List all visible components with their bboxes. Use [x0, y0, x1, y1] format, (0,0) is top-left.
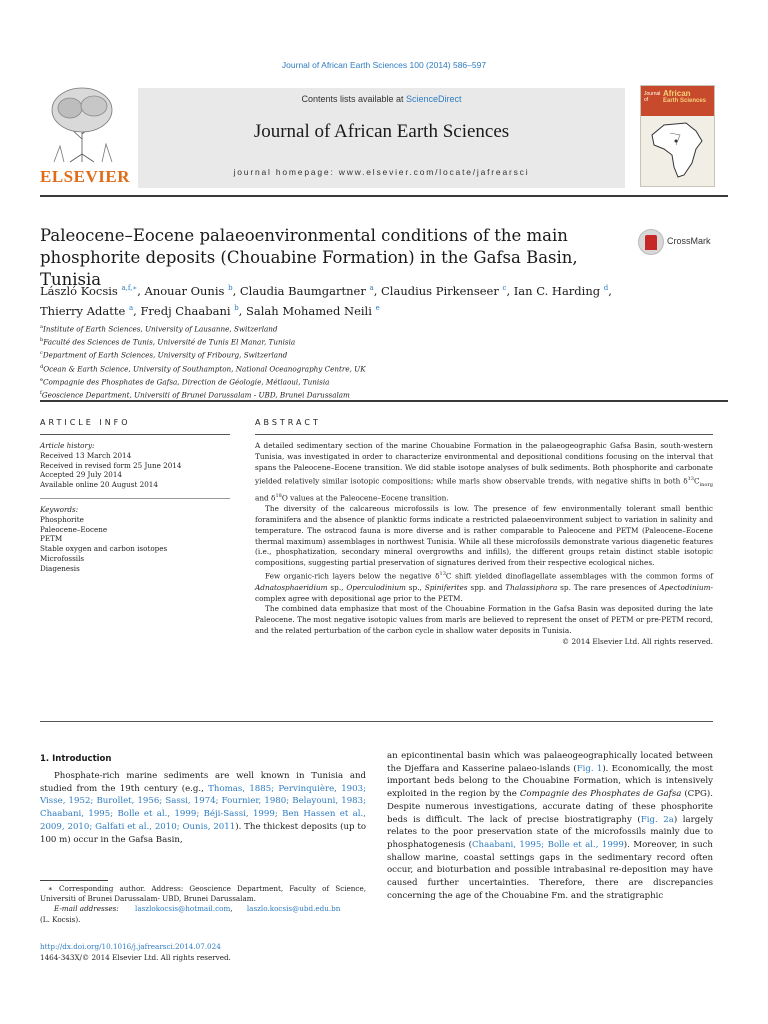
email-owner: (L. Kocsis). — [40, 914, 81, 924]
affiliation: $^a$Institute of Earth Sciences, University of Lausanne, Switzerland — [40, 324, 278, 334]
footnote — [40, 884, 366, 925]
figure-link[interactable]: Fig. 2a — [640, 814, 674, 825]
journal-masthead — [138, 88, 625, 188]
affiliation: $^e$Compagnie des Phosphates de Gafsa, Direction de Géologie, Métlaoui, Tunisia — [40, 376, 330, 387]
body-column-left — [40, 770, 366, 846]
history-item: Accepted 29 July 2014 — [40, 470, 122, 480]
article-info — [40, 441, 230, 574]
body-paragraph: an epicontinental basin which was palaeogeographically located between the Djeffara and Kasserine palaeo-islands (Fig. 1). Economically, the most important beds belong to the Chouabine Formation, which is intensively exploited in the region by the Compagnie des Phosphates de Gafsa (CPG). Despite numerous investigations, accurate dating of these phosphorite beds is difficult. The lack of precise biostratigraphy (Fig. 2a) largely relates to the poor preservation state of the microfossils mainly due to phosphatogenesis (Chaabani, 1995; Bolle et al., 1999). Moreover, in such shallow marine, coastal settings gaps in the sedimentary record often occur, and bioturbation and possible intrabasinal re-deposition may have caused further uncertainties. Therefore, there are discrepancies concerning the age of the Chouabine Fm. and the stratigraphic — [387, 751, 713, 901]
cover-line-1: Journal of — [644, 91, 661, 103]
abstract-body — [255, 441, 713, 648]
journal-title: Journal of African Earth Sciences — [253, 121, 510, 142]
history-item: Received 13 March 2014 — [40, 450, 132, 460]
cover-title — [663, 90, 706, 105]
contents-prefix: Contents lists available at — [301, 94, 407, 104]
author[interactable]: Thierry Adatte $^a$, — [40, 303, 141, 318]
abstract-paragraph: The diversity of the calcareous microfossils is low. The presence of few environmentally tolerant small benthic foraminifera and the absence of planktic forms indicate a restricted palaeoenvironment subject to variation in salinity and temperature. The ostracod fauna is more diverse and is rather comparable to Paleocene and PETM (Paleocene–Eocene thermal maximum) assemblages in northwest Tunisia. While all these microfossils demonstrate various diagenetic features (i.e., phosphatization, secondary mineral overgrowths and infills), the different groups retain distinct stable isotopic compositions, suggesting partial preservation of signatures derived from their respective ecological niches. — [255, 503, 713, 568]
keyword: Stable oxygen and carbon isotopes — [40, 544, 168, 554]
keyword: Paleocene–Eocene — [40, 524, 108, 534]
masthead-rule — [40, 195, 728, 197]
body-paragraph: Phosphate-rich marine sediments are well known in Tunisia and studied from the 19th century (e.g., Thomas, 1885; Pervinquière, 1903; Visse, 1952; Burollet, 1956; Sassi, 1974; Fournier, 1980; Belayouni, 1983; Chaabani, 1995; Bolle et al., 1999; Béji-Sassi, 1999; Ben Hassen et al., 2009, 2010; Galfati et al., 2010; Ounis, 2011). The thickest deposits (up to 100 m) occur in the Gafsa Basin, — [40, 771, 367, 845]
contents-line — [138, 94, 625, 104]
abstract-rule — [255, 434, 713, 435]
info-divider — [40, 498, 230, 499]
email-link[interactable]: laszlokocsis@hotmail.com — [135, 904, 231, 914]
sciencedirect-link[interactable]: ScienceDirect — [406, 94, 462, 104]
author[interactable]: Anouar Ounis $^b$, — [144, 283, 240, 298]
figure-link[interactable]: Fig. 1 — [576, 763, 603, 774]
abstract-paragraph: A detailed sedimentary section of the marine Chouabine Formation in the palaeogeographic Gafsa Basin, south-western Tunisia, was investigated in order to characterize environmental and depositional conditions focusing on the interval that spans the Paleocene–Eocene transition. We did stable isotope analyses of bulk sediments. Both phosphorite and carbonate yielded relatively similar isotopic compositions; while marls show observable trends, with negative shifts in both $\delta^{13}C_{inorg}$ and $\delta^{18}O$ values at the Paleocene–Eocene transition. — [255, 441, 713, 502]
crossmark-label: CrossMark — [667, 236, 711, 246]
citation-link[interactable]: Thomas, 1885; Pervinquière, 1903; Visse, 1952; Burollet, 1956; Sassi, 1974; Fournier, 1980; Belayouni, 1983; Chaabani, 1995; Bolle et al., 1999; Béji-Sassi, 1999; Ben Hassen et al., 2009, 2010; Galfati et al., 2010; Ounis, 2011 — [40, 783, 366, 832]
issn-line: 1464-343X/© 2014 Elsevier Ltd. All rights reserved. — [40, 952, 231, 962]
abstract-end-rule — [40, 721, 713, 722]
citation-link[interactable]: Chaabani, 1995; Bolle et al., 1999 — [471, 839, 624, 850]
keywords-label: Keywords: — [40, 504, 79, 514]
history-label: Article history: — [40, 441, 95, 450]
elsevier-tree-icon — [40, 84, 125, 164]
body-column-right — [387, 750, 713, 902]
affiliations — [40, 322, 730, 401]
author[interactable]: Ian C. Harding $^d$, — [513, 283, 612, 298]
history-item: Received in revised form 25 June 2014 — [40, 460, 182, 470]
author[interactable]: Claudius Pirkenseer $^c$, — [381, 283, 514, 298]
author[interactable]: Salah Mohamed Neili $^e$ — [245, 303, 380, 318]
abstract-heading: ABSTRACT — [255, 418, 321, 427]
article-info-rule — [40, 434, 230, 435]
doi-link[interactable]: http://dx.doi.org/10.1016/j.jafrearsci.2014.07.024 — [40, 942, 221, 951]
affiliation: $^c$Department of Earth Sciences, University of Fribourg, Switzerland — [40, 350, 288, 360]
corresponding-author-note: ∗ Corresponding author. Address: Geoscience Department, Faculty of Science, Universiti of Brunei Darussalam- UBD, Brunei Darussalam. — [40, 884, 366, 904]
abstract-paragraph: The combined data emphasize that most of the Chouabine Formation in the Gafsa Basin was deposited during the late Paleocene. The most negative isotopic values from marls are believed to represent the onset of PETM or pre-PETM record, and the related perturbation of the carbon cycle in shallow water deposits in Tunisia. — [255, 604, 713, 636]
author[interactable]: Fredj Chaabani $^b$, — [140, 303, 246, 318]
history-item: Available online 20 August 2014 — [40, 480, 158, 490]
doi-block — [40, 942, 366, 963]
author-list — [40, 280, 730, 320]
keyword: Phosphorite — [40, 514, 84, 524]
elsevier-wordmark: ELSEVIER — [40, 167, 130, 186]
affiliation: $^d$Ocean & Earth Science, University of Southampton, National Oceanography Centre, UK — [40, 363, 366, 373]
article-info-heading: ARTICLE INFO — [40, 418, 131, 427]
keyword: PETM — [40, 534, 63, 544]
africa-map-icon — [646, 119, 708, 181]
abstract-copyright: © 2014 Elsevier Ltd. All rights reserved. — [561, 637, 713, 647]
crossmark-icon — [638, 229, 664, 255]
running-header[interactable]: Journal of African Earth Sciences 100 (2014) 586–597 — [281, 60, 487, 70]
cover-line-2: African — [663, 89, 691, 98]
elsevier-logo[interactable] — [40, 84, 130, 186]
affiliation-rule — [40, 400, 728, 402]
abstract-paragraph: Few organic-rich layers below the negative $\delta^{13}C$ shift yielded dinoflagellate assemblages with the common forms of Adnatosphaeridium sp., Operculodinium sp., Spiniferites spp. and Thalassiphora sp. The rare presences of Apectodinium-complex agree with depositional age prior to the PETM. — [255, 571, 713, 603]
title-line-1: Paleocene–Eocene palaeoenvironmental conditions of the main — [40, 226, 568, 245]
affiliation: $^f$Geoscience Department, Universiti of Brunei Darussalam - UBD, Brunei Darussalam — [40, 389, 350, 400]
author[interactable]: Claudia Baumgartner $^a$, — [239, 283, 381, 298]
journal-homepage[interactable]: journal homepage: www.elsevier.com/locate/jafrearsci — [233, 167, 530, 177]
affiliation: $^b$Faculté des Sciences de Tunis, Université de Tunis El Manar, Tunisia — [40, 337, 296, 347]
keyword: Microfossils — [40, 553, 85, 563]
keyword: Diagenesis — [40, 563, 80, 573]
email-link[interactable]: laszlo.kocsis@ubd.edu.bn — [246, 904, 341, 914]
journal-cover-thumbnail[interactable] — [640, 85, 715, 187]
crossmark-button[interactable] — [638, 229, 730, 257]
section-heading-introduction: 1. Introduction — [40, 754, 112, 764]
email-line: E-mail addresses: laszlokocsis@hotmail.com, laszlo.kocsis@ubd.edu.bn — [54, 904, 341, 914]
title-line-2: phosphorite deposits (Chouabine Formation) in the Gafsa Basin, Tunisia — [40, 248, 578, 289]
footnote-rule — [40, 880, 108, 881]
author[interactable]: László Kocsis $^{a,f,∗}$, — [40, 283, 145, 298]
cover-line-3: Earth Sciences — [663, 98, 707, 104]
